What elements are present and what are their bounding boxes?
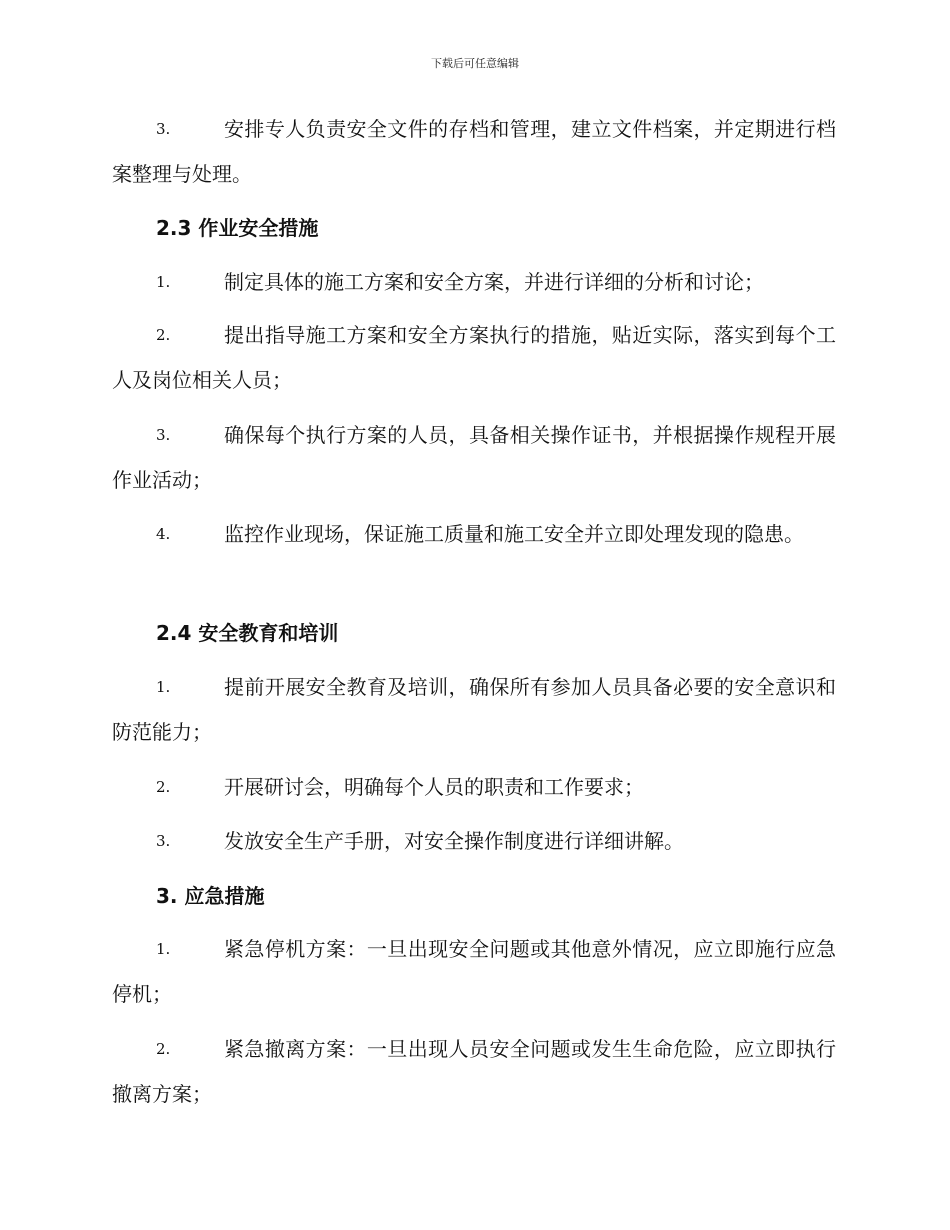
list-item (112, 260, 836, 305)
list-item-number: 3. (156, 426, 171, 444)
list-item-number: 3. (156, 832, 171, 850)
list-item-text: 确保每个执行方案的人员，具备相关操作证书，并根据操作规程开展作业活动； (112, 423, 836, 492)
section-heading: 2.3 作业安全措施 (156, 216, 319, 240)
list-item-number: 1. (156, 273, 171, 291)
list-item-number: 2. (156, 326, 171, 344)
list-item-text: 紧急撤离方案：一旦出现人员安全问题或发生生命危险，应立即执行撤离方案； (112, 1037, 836, 1106)
list-item (112, 819, 836, 864)
list-item-text: 发放安全生产手册，对安全操作制度进行详细讲解。 (224, 829, 684, 853)
section-heading: 3. 应急措施 (156, 884, 265, 908)
page-header-note: 下载后可任意编辑 (431, 57, 519, 70)
list-item-text: 紧急停机方案：一旦出现安全问题或其他意外情况，应立即施行应急停机； (112, 937, 836, 1006)
list-item-text: 提前开展安全教育及培训，确保所有参加人员具备必要的安全意识和防范能力； (112, 675, 836, 744)
list-item-number: 4. (156, 525, 171, 543)
section-heading: 2.4 安全教育和培训 (156, 621, 339, 645)
list-item (112, 1027, 836, 1117)
list-item (112, 413, 836, 503)
list-item-number: 2. (156, 1040, 171, 1058)
list-item (112, 313, 836, 403)
list-item (112, 107, 836, 197)
list-item-number: 3. (156, 120, 171, 138)
list-item-number: 1. (156, 678, 171, 696)
list-item-text: 监控作业现场，保证施工质量和施工安全并立即处理发现的隐患。 (224, 522, 804, 546)
list-item (112, 665, 836, 755)
list-item (112, 512, 836, 557)
list-item-number: 1. (156, 940, 171, 958)
list-item-text: 安排专人负责安全文件的存档和管理，建立文件档案，并定期进行档案整理与处理。 (112, 117, 836, 186)
list-item (112, 927, 836, 1017)
list-item-text: 开展研讨会，明确每个人员的职责和工作要求； (224, 775, 644, 799)
list-item-number: 2. (156, 778, 171, 796)
list-item-text: 提出指导施工方案和安全方案执行的措施，贴近实际，落实到每个工人及岗位相关人员； (112, 323, 836, 392)
list-item (112, 765, 836, 810)
list-item-text: 制定具体的施工方案和安全方案，并进行详细的分析和讨论； (224, 270, 764, 294)
